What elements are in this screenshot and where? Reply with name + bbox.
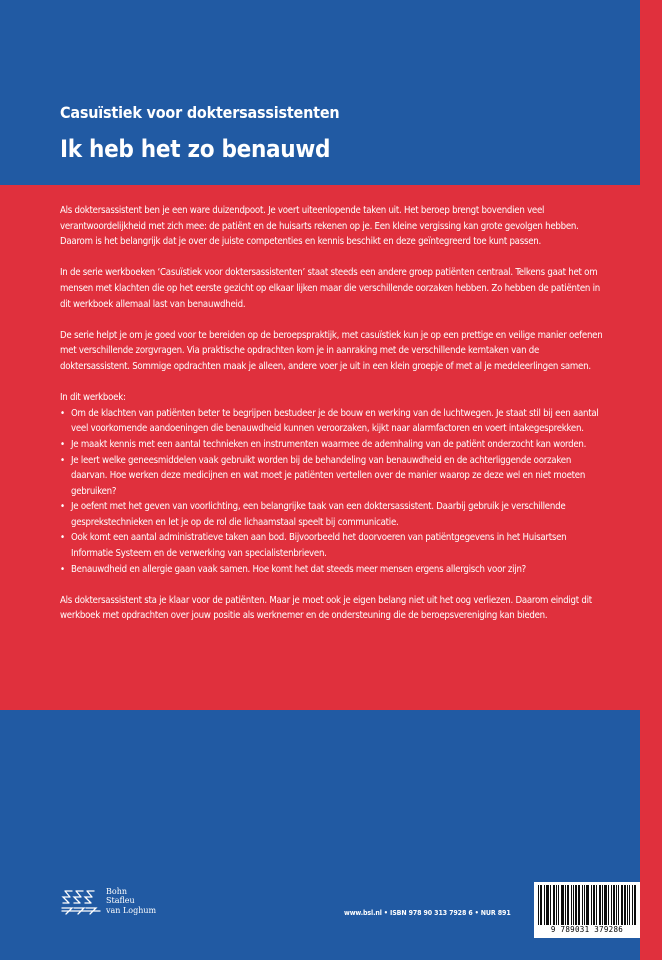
- barcode-bar: [600, 885, 601, 925]
- barcode-bar: [554, 885, 555, 925]
- bullet-icon: •: [60, 407, 65, 419]
- barcode-bar: [629, 885, 630, 925]
- list-item: • Ook komt een aantal administratieve taken aan bod. Bijvoorbeeld het doorvoeren van patiëntgegevens in het Huisartsen Informatie Systeem en de verwerking van specialistenbrieven.: [60, 532, 567, 560]
- barcode-bar: [606, 885, 607, 925]
- barcode-bar: [565, 885, 566, 925]
- barcode-bar: [541, 885, 542, 925]
- barcode: [534, 882, 640, 938]
- series-title: Casuïstiek voor doktersassistenten: [60, 103, 340, 122]
- barcode-bar: [584, 885, 585, 925]
- bullet-icon: •: [60, 438, 65, 450]
- barcode-bar: [588, 885, 589, 925]
- bullet-icon: •: [60, 563, 65, 575]
- book-title: Ik heb het zo benauwd: [60, 135, 331, 163]
- blurb-paragraph-4: Als doktersassistent sta je klaar voor de patiënten. Maar je moet ook je eigen belang niet uit het oog verliezen. Daarom eindigt dit werkboek met opdrachten over jouw positie als werknemer en de ondersteuning die de beroepsvereniging kan bieden.: [60, 594, 592, 622]
- barcode-bar: [611, 885, 612, 925]
- barcode-bar: [596, 885, 597, 925]
- barcode-bar: [599, 885, 600, 925]
- barcode-bar: [621, 885, 622, 925]
- barcode-bar: [548, 885, 549, 925]
- barcode-bar: [614, 885, 615, 925]
- contents-list: [60, 406, 605, 578]
- list-intro: In dit werkboek:: [60, 392, 126, 404]
- barcode-bar: [627, 885, 628, 925]
- right-red-stripe: [640, 0, 662, 960]
- barcode-bar: [578, 885, 579, 925]
- barcode-bars: [538, 885, 636, 925]
- barcode-bar: [558, 885, 559, 925]
- barcode-bar: [616, 885, 617, 925]
- barcode-bar: [556, 885, 557, 925]
- barcode-bar: [571, 885, 572, 925]
- barcode-bar: [550, 885, 551, 925]
- publisher-name-line: Bohn: [106, 886, 127, 896]
- blurb-paragraph-2: In de serie werkboeken ‘Casuïstiek voor doktersassistenten’ staat steeds een andere groep patiënten centraal. Telkens gaat het om mensen met klachten die op het eerste gezicht op elkaar lijken maar die verschillende oorzaken hebben. Zo hebben de patiënten in dit werkboek allemaal last van benauwdheid.: [60, 267, 600, 310]
- barcode-bar: [604, 885, 605, 925]
- list-item: • Je oefent met het geven van voorlichting, een belangrijke taak van een doktersassistent. Daarbij gebruik je verschillende gesprekstechnieken en let je op de rol die lichaamstaal speelt bij communicatie.: [60, 501, 566, 528]
- barcode-bar: [602, 885, 603, 925]
- barcode-bar: [593, 885, 594, 925]
- barcode-bar: [538, 885, 539, 925]
- list-item: • Benauwdheid en allergie gaan vaak samen. Hoe komt het dat steeds meer mensen ergens allergisch voor zijn?: [60, 562, 605, 578]
- bsl-logo-icon: [60, 886, 102, 916]
- barcode-bar: [547, 885, 548, 925]
- blurb-paragraph-3: De serie helpt je om je goed voor te bereiden op de beroepspraktijk, met casuïstiek kun je op een prettige en veilige manier oefenen met verschillende zorgvragen. Via praktische opdrachten kom je in aanraking met de verschillende kerntaken van de doktersassistent. Sommige opdrachten maak je alleen, andere voer je uit in een klein groepje of met al je medeleerlingen samen.: [60, 329, 603, 372]
- barcode-bar: [546, 885, 547, 925]
- blurb-text: [60, 203, 605, 640]
- list-item: • Om de klachten van patiënten beter te begrijpen bestudeer je de bouw en werking van de luchtwegen. Je staat stil bij een aantal veel voorkomende aandoeningen die benauwdheid kunnen veroorzaken, kijkt naar alarmfactoren en voert intakegesprekken.: [60, 407, 599, 435]
- barcode-bar: [591, 885, 592, 925]
- barcode-bar: [622, 885, 623, 925]
- publisher-name-line: Stafleu: [106, 896, 135, 906]
- barcode-bar: [613, 885, 614, 925]
- bullet-icon: •: [60, 454, 65, 466]
- barcode-bar: [561, 885, 562, 925]
- barcode-bar: [540, 885, 541, 925]
- blurb-paragraph-1: Als doktersassistent ben je een ware duizendpoot. Je voert uiteenlopende taken uit. Het beroep brengt bovendien veel verantwoordelijkheid met zich mee: de patiënt en de huisarts rekenen op je. Een kleine vergissing kan grote gevolgen hebben. Daarom is het belangrijk dat je over de juiste competenties en kennis beschikt en deze geïntegreerd toe kunt passen.: [60, 205, 579, 248]
- barcode-bar: [576, 885, 577, 925]
- bullet-icon: •: [60, 532, 65, 544]
- barcode-bar: [587, 885, 588, 925]
- barcode-bar: [605, 885, 606, 925]
- barcode-bar: [634, 885, 635, 925]
- bullet-icon: •: [60, 501, 65, 513]
- publisher-logo: [60, 886, 156, 916]
- barcode-bar: [618, 885, 619, 925]
- publisher-name-line: van Loghum: [106, 905, 157, 915]
- list-item: • Je leert welke geneesmiddelen vaak gebruikt worden bij de behandeling van benauwdheid en de achterliggende oorzaken daarvan. Hoe werken deze medicijnen en wat moet je patiënten vertellen over de manier waarop ze deze wel en niet moeten gebruiken?: [60, 454, 586, 497]
- barcode-digits: 9 789031 379286: [550, 925, 624, 934]
- barcode-bar: [567, 885, 568, 925]
- barcode-bar: [586, 885, 587, 925]
- barcode-bar: [579, 885, 580, 925]
- barcode-bar: [632, 885, 633, 925]
- barcode-bar: [625, 885, 626, 925]
- barcode-bar: [544, 885, 545, 925]
- barcode-bar: [624, 885, 625, 925]
- barcode-bar: [573, 885, 574, 925]
- isbn-line: www.bsl.nl • ISBN 978 90 313 7928 6 • NUR 891: [344, 909, 511, 917]
- barcode-bar: [594, 885, 595, 925]
- barcode-bar: [582, 885, 583, 925]
- barcode-bar: [608, 885, 609, 925]
- barcode-bar: [575, 885, 576, 925]
- barcode-bar: [563, 885, 564, 925]
- barcode-bar: [562, 885, 563, 925]
- list-item: • Je maakt kennis met een aantal technieken en instrumenten waarmee de ademhaling van de patiënt onderzocht kan worden.: [60, 437, 605, 453]
- barcode-bar: [635, 885, 636, 925]
- barcode-bar: [553, 885, 554, 925]
- barcode-bar: [568, 885, 569, 925]
